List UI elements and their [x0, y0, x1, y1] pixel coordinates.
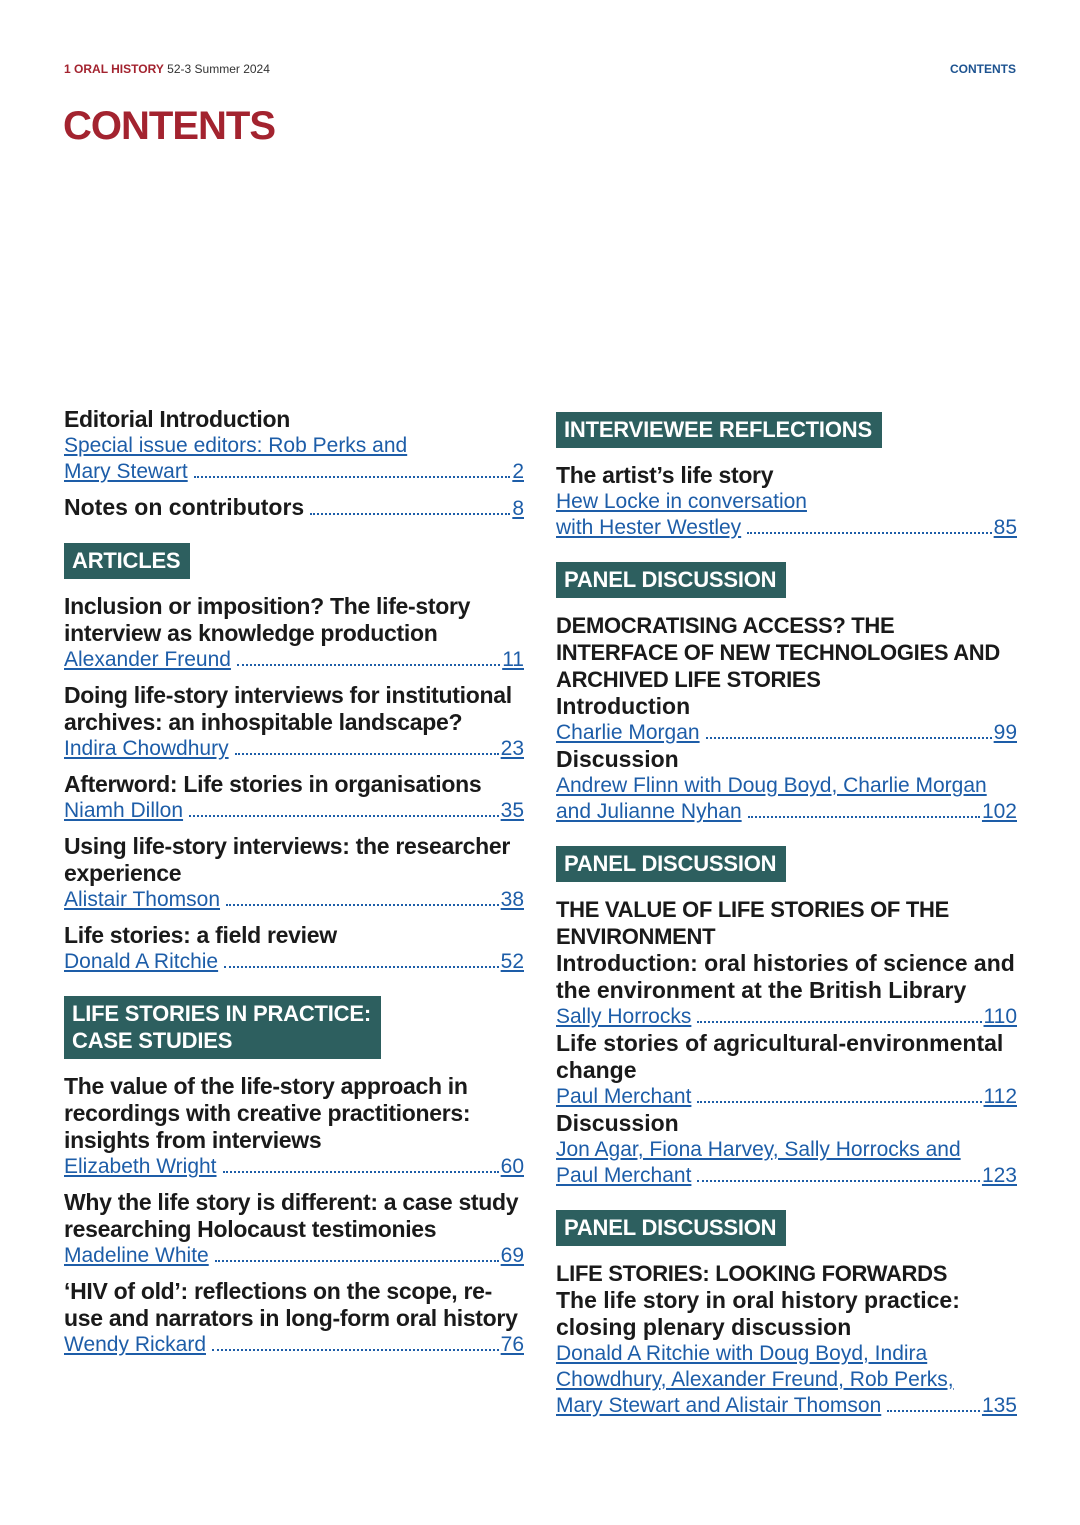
- entry-subtitle: Introduction: oral histories of science and the environment at the British Library: [556, 950, 1015, 1003]
- section-tag-line: CASE STUDIES: [72, 1028, 233, 1053]
- toc-entry-notes: [64, 494, 524, 522]
- entry-subtitle: Discussion: [556, 1110, 679, 1136]
- page-link[interactable]: 85: [993, 516, 1017, 539]
- section-tag-articles: ARTICLES: [64, 543, 190, 579]
- panel-title: LIFE STORIES: LOOKING FORWARDS: [556, 1261, 948, 1286]
- leader-dots: [189, 815, 499, 817]
- page-link[interactable]: 60: [500, 1155, 524, 1178]
- journal-name: ORAL HISTORY: [74, 62, 164, 76]
- author-link[interactable]: Chowdhury, Alexander Freund, Rob Perks,: [556, 1368, 954, 1391]
- section-tag-panel-1: PANEL DISCUSSION: [556, 562, 786, 598]
- page-number: 1: [64, 62, 71, 76]
- section-label: CONTENTS: [950, 62, 1016, 76]
- page-link[interactable]: 23: [500, 737, 524, 760]
- entry-title: Using life-story interviews: the researcher experience: [64, 833, 510, 886]
- contents-right-column: [556, 406, 1017, 1428]
- page-title: CONTENTS: [63, 104, 275, 148]
- author-link[interactable]: Jon Agar, Fiona Harvey, Sally Horrocks and: [556, 1138, 961, 1161]
- author-link[interactable]: Wendy Rickard: [64, 1333, 206, 1356]
- leader-dots: [747, 532, 991, 534]
- toc-entry-panel-2: [556, 896, 1017, 1189]
- entry-title: Life stories: a field review: [64, 922, 337, 948]
- toc-entry: [64, 1278, 524, 1358]
- author-link[interactable]: and Julianne Nyhan: [556, 800, 742, 823]
- author-link[interactable]: Donald A Ritchie: [64, 950, 219, 973]
- toc-entry-editorial: [64, 406, 524, 485]
- author-link[interactable]: Charlie Morgan: [556, 721, 700, 744]
- page-link[interactable]: 8: [512, 497, 524, 520]
- author-link[interactable]: Paul Merchant: [556, 1164, 692, 1187]
- issue-label: 52-3 Summer 2024: [167, 62, 270, 76]
- articles-list: [64, 593, 524, 975]
- page-link[interactable]: 2: [512, 460, 524, 483]
- section-tag-panel-2: PANEL DISCUSSION: [556, 846, 786, 882]
- leader-dots: [212, 1349, 499, 1351]
- author-link[interactable]: with Hester Westley: [556, 516, 742, 539]
- section-tag-reflections: INTERVIEWEE REFLECTIONS: [556, 412, 882, 448]
- panel-title: DEMOCRATISING ACCESS? THE INTERFACE OF NEW TECHNOLOGIES AND ARCHIVED LIFE STORIES: [556, 613, 1000, 692]
- author-link[interactable]: Hew Locke in conversation: [556, 490, 807, 513]
- author-link[interactable]: Niamh Dillon: [64, 799, 184, 822]
- author-link[interactable]: Special issue editors: Rob Perks and: [64, 434, 408, 457]
- section-tag-line: LIFE STORIES IN PRACTICE:: [72, 1001, 371, 1026]
- author-link[interactable]: Donald A Ritchie with Doug Boyd, Indira: [556, 1342, 928, 1365]
- page-link[interactable]: 11: [502, 648, 524, 671]
- author-link[interactable]: Madeline White: [64, 1244, 209, 1267]
- leader-dots: [697, 1101, 981, 1103]
- author-link[interactable]: Elizabeth Wright: [64, 1155, 217, 1178]
- author-link[interactable]: Alexander Freund: [64, 648, 231, 671]
- entry-title: The value of the life-story approach in recordings with creative practitioners: insights from interviews: [64, 1073, 471, 1153]
- entry-subtitle: Life stories of agricultural-environmental change: [556, 1030, 1004, 1083]
- entry-subtitle: Discussion: [556, 746, 679, 772]
- panel-title: THE VALUE OF LIFE STORIES OF THE ENVIRONMENT: [556, 897, 949, 949]
- author-link[interactable]: Mary Stewart: [64, 460, 188, 483]
- toc-entry-panel-1: [556, 612, 1017, 825]
- toc-entry: [64, 1189, 524, 1269]
- entry-title: ‘HIV of old’: reflections on the scope, re-use and narrators in long-form oral history: [64, 1278, 518, 1331]
- page-link[interactable]: 69: [500, 1244, 524, 1267]
- toc-entry-artist: [556, 462, 1017, 541]
- entry-subtitle: Introduction: [556, 693, 691, 719]
- page-link[interactable]: 112: [983, 1085, 1017, 1108]
- leader-dots: [224, 966, 499, 968]
- leader-dots: [748, 816, 980, 818]
- toc-entry: [64, 833, 524, 913]
- running-header: [64, 62, 1016, 80]
- leader-dots: [215, 1260, 499, 1262]
- page-link[interactable]: 135: [981, 1394, 1017, 1417]
- case-studies-list: [64, 1073, 524, 1358]
- entry-title: Doing life-story interviews for institutional archives: an inhospitable landscape?: [64, 682, 512, 735]
- entry-title: Inclusion or imposition? The life-story interview as knowledge production: [64, 593, 471, 646]
- toc-entry: [64, 682, 524, 762]
- author-link[interactable]: Paul Merchant: [556, 1085, 692, 1108]
- section-tag-panel-3: PANEL DISCUSSION: [556, 1210, 786, 1246]
- page-link[interactable]: 110: [983, 1005, 1017, 1028]
- leader-dots: [235, 753, 499, 755]
- entry-title: The artist’s life story: [556, 462, 774, 488]
- toc-entry: [64, 771, 524, 824]
- entry-title: Why the life story is different: a case study researching Holocaust testimonies: [64, 1189, 519, 1242]
- journal-issue-info: [64, 62, 270, 76]
- leader-dots: [887, 1410, 980, 1412]
- toc-entry: [64, 922, 524, 975]
- section-tag-case-studies: [64, 996, 381, 1059]
- contents-left-column: [64, 406, 524, 1367]
- toc-entry: [64, 1073, 524, 1180]
- leader-dots: [697, 1021, 981, 1023]
- leader-dots: [223, 1171, 499, 1173]
- author-link[interactable]: Alistair Thomson: [64, 888, 221, 911]
- author-link[interactable]: Sally Horrocks: [556, 1005, 692, 1028]
- leader-dots: [697, 1180, 980, 1182]
- page-link[interactable]: 38: [500, 888, 524, 911]
- entry-title: Afterword: Life stories in organisations: [64, 771, 482, 797]
- entry-subtitle: The life story in oral history practice: closing plenary discussion: [556, 1287, 960, 1340]
- author-link[interactable]: Andrew Flinn with Doug Boyd, Charlie Morgan: [556, 774, 987, 797]
- leader-dots: [237, 664, 500, 666]
- page-link[interactable]: 76: [500, 1333, 524, 1356]
- page-link[interactable]: 99: [993, 721, 1017, 744]
- toc-entry: [64, 593, 524, 673]
- leader-dots: [226, 904, 499, 906]
- page-link[interactable]: 35: [500, 799, 524, 822]
- entry-title: Editorial Introduction: [64, 406, 290, 432]
- leader-dots: [194, 476, 511, 478]
- leader-dots: [310, 513, 510, 515]
- page-link[interactable]: 102: [981, 800, 1017, 823]
- entry-title: Notes on contributors: [64, 494, 305, 520]
- page-link[interactable]: 52: [500, 950, 524, 973]
- author-link[interactable]: Mary Stewart and Alistair Thomson: [556, 1394, 882, 1417]
- toc-entry-panel-3: [556, 1260, 1017, 1419]
- leader-dots: [706, 737, 992, 739]
- page-link[interactable]: 123: [981, 1164, 1017, 1187]
- author-link[interactable]: Indira Chowdhury: [64, 737, 229, 760]
